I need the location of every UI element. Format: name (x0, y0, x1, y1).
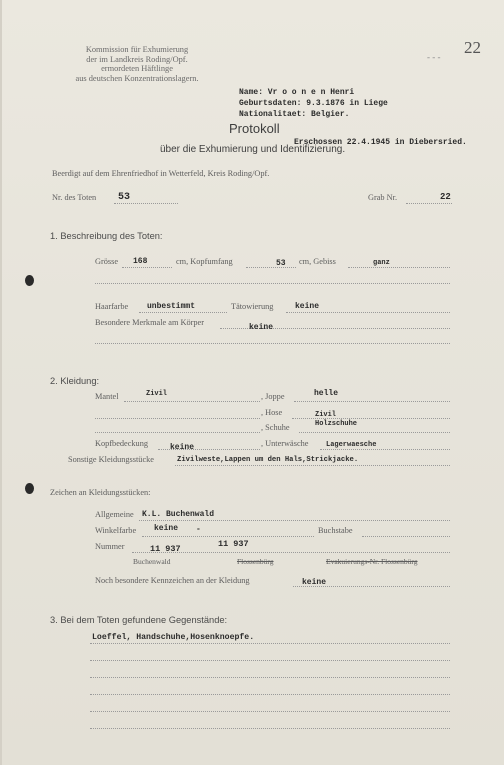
features-label: Besondere Merkmale am Körper (95, 318, 204, 327)
dead-number-line (114, 203, 178, 204)
general-mark-label: Allgemeine (95, 510, 134, 519)
tattoo-line (286, 312, 450, 313)
head-size-line (246, 267, 296, 268)
general-mark-value: K.L. Buchenwald (142, 510, 215, 519)
dead-number-label: Nr. des Toten (52, 193, 97, 202)
punch-hole-bottom (25, 483, 34, 494)
underwear-label: , Unterwäsche (261, 439, 309, 448)
column-evacuation-number: Evakuierungs-Nr. Flossenbürg (326, 557, 418, 566)
height-label: Grösse (95, 257, 119, 266)
blank-line (90, 660, 450, 661)
hair-color-label: Haarfarbe (95, 302, 129, 311)
header-line: Kommission für Exhumierung (85, 45, 189, 54)
header-line: ermordeten Häftlinge (101, 64, 173, 74)
tattoo-value: keine (295, 302, 320, 311)
coat-label: Mantel (95, 392, 119, 401)
triangle-color-dash: - (196, 525, 201, 534)
underwear-value: Lagerwaesche (326, 441, 377, 449)
commission-header (57, 45, 217, 83)
features-value: keine (249, 323, 274, 332)
jacket-value: helle (314, 389, 339, 398)
grave-number-label: Grab Nr. (368, 193, 398, 202)
special-marks-label: Noch besondere Kennzeichen an der Kleidung (95, 576, 250, 585)
page-number: 22 (464, 38, 481, 57)
corner-mark: - - - (427, 52, 441, 62)
blank-line (90, 711, 450, 712)
section-3-title: 3. Bei dem Toten gefundene Gegenstände: (50, 615, 228, 625)
underwear-line (320, 449, 450, 450)
teeth-line (348, 267, 450, 268)
coat-value: Zivil (146, 390, 168, 398)
number-label: Nummer (95, 542, 125, 551)
grave-number-line (406, 203, 452, 204)
trousers-label: , Hose (261, 408, 283, 417)
blank-line (95, 432, 260, 433)
dead-number-value: 53 (118, 192, 131, 203)
number-buchenwald-value: 11 937 (150, 544, 181, 554)
tattoo-label: Tätowierung (231, 302, 274, 311)
header-line: aus deutschen Konzentrationslagern. (75, 73, 199, 83)
grave-number-value: 22 (440, 192, 451, 202)
general-mark-line (139, 520, 450, 521)
teeth-value: ganz (373, 259, 390, 267)
column-buchenwald: Buchenwald (133, 557, 171, 566)
shoes-label: , Schuhe (261, 423, 290, 432)
blank-line (90, 694, 450, 695)
trousers-value: Zivil (315, 411, 337, 419)
blank-line (90, 677, 450, 678)
clothing-marks-title: Zeichen an Kleidungsstücken: (50, 488, 151, 497)
section-1-title: 1. Beschreibung des Toten: (50, 231, 163, 241)
column-flossenbuerg: Flossenbürg (237, 557, 274, 566)
hair-color-value: unbestimmt (147, 302, 196, 311)
headwear-value: keine (170, 443, 195, 452)
blank-line (95, 418, 260, 419)
typed-nationality: Nationalitaet: Belgier. (239, 110, 350, 119)
other-clothing-label: Sonstige Kleidungsstücke (68, 455, 154, 464)
special-marks-value: keine (302, 578, 327, 587)
teeth-label: cm, Gebiss (299, 257, 336, 266)
height-value: 168 (133, 257, 148, 266)
coat-line (124, 401, 260, 402)
head-size-value: 53 (276, 259, 286, 268)
header-line: der im Landkreis Roding/Opf. (86, 54, 188, 64)
other-clothing-line (175, 465, 450, 466)
typed-shot: Erschossen 22.4.1945 in Diebersried. (294, 138, 467, 147)
jacket-line (294, 401, 450, 402)
shoes-value: Holzschuhe (315, 420, 358, 428)
letter-line (362, 536, 450, 537)
other-clothing-value: Zivilweste,Lappen um den Hals,Strickjacke. (177, 456, 359, 464)
document-title: Protokoll (229, 121, 280, 136)
typed-name: Name: Vr o o n e n Henri (239, 88, 355, 97)
burial-place: Beerdigt auf dem Ehrenfriedhof in Wetterfeld, Kreis Roding/Opf. (52, 169, 270, 178)
triangle-color-line (142, 536, 314, 537)
found-items-line (90, 643, 450, 644)
letter-label: Buchstabe (318, 526, 353, 535)
blank-line (95, 283, 450, 284)
triangle-color-value: keine (154, 524, 179, 533)
shoes-line (299, 432, 450, 433)
triangle-color-label: Winkelfarbe (95, 526, 137, 535)
section-2-title: 2. Kleidung: (50, 376, 100, 386)
headwear-label: Kopfbedeckung (95, 439, 148, 448)
hair-color-line (139, 312, 227, 313)
jacket-label: , Joppe (261, 392, 285, 401)
head-size-label: cm, Kopfumfang (176, 257, 233, 266)
height-line (122, 267, 172, 268)
document-subtitle: über die Exhumierung und Identifizierung. (160, 144, 346, 155)
blank-line (95, 343, 450, 344)
typed-birth: Geburtsdaten: 9.3.1876 in Liege (239, 99, 388, 108)
blank-line (90, 728, 450, 729)
number-second-value: 11 937 (218, 539, 249, 549)
found-items-value: Loeffel, Handschuhe,Hosenknoepfe. (92, 633, 255, 642)
punch-hole-top (25, 275, 34, 286)
